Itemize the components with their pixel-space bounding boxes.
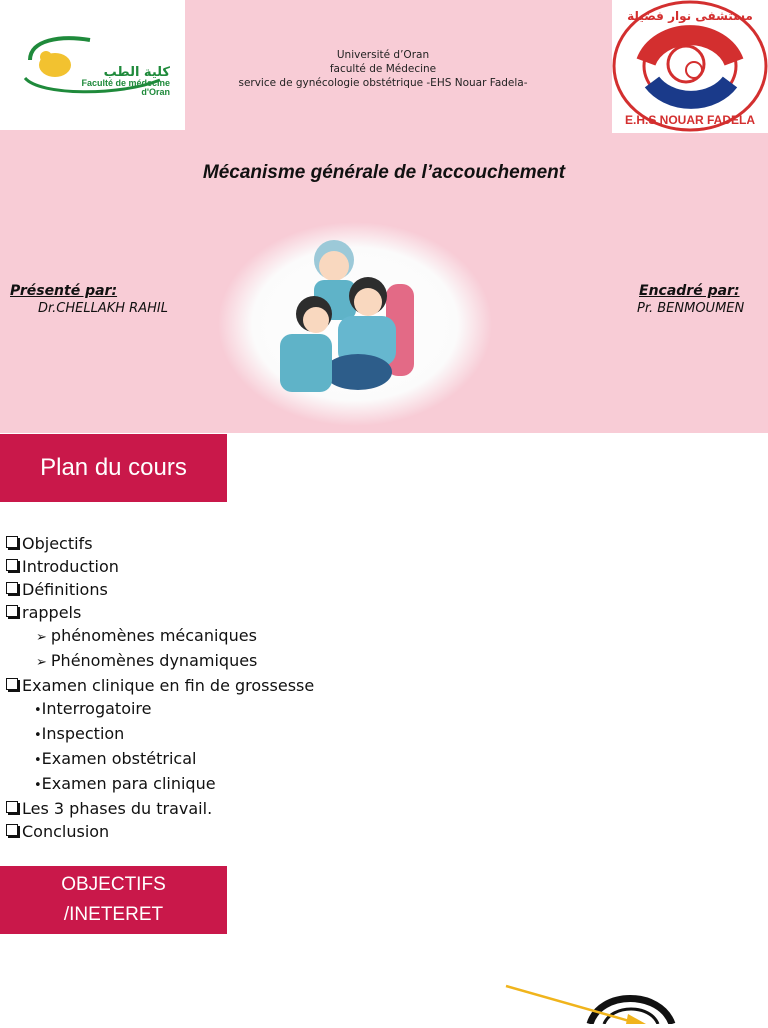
plan-heading-box <box>0 434 227 502</box>
target-arrow-graphic <box>500 980 700 1024</box>
list-item: rappels <box>6 601 314 624</box>
presenter-name: Dr.CHELLAKH RAHIL <box>38 301 168 316</box>
list-item: Introduction <box>6 555 314 578</box>
header-university: Université d’Oran <box>336 49 430 61</box>
supervisor-label: Encadré par: <box>639 283 740 299</box>
supervisor-name: Pr. BENMOUMEN <box>637 301 745 316</box>
slide-title: Mécanisme générale de l’accouchement <box>202 162 566 183</box>
plan-heading: Plan du cours <box>40 454 187 481</box>
faculty-logo-text2: d'Oran <box>141 87 170 97</box>
dot-bullet-icon: • <box>34 703 42 718</box>
checkbox-bullet-icon <box>6 824 18 836</box>
childbirth-illustration <box>218 222 492 426</box>
arrow-bullet-icon: ➢ <box>36 655 47 670</box>
target-arrow-icon <box>500 980 700 1024</box>
childbirth-illustration-graphic <box>218 222 492 426</box>
plan-list <box>6 532 314 843</box>
objectives-heading-box <box>0 866 227 934</box>
list-item: ➢ Phénomènes dynamiques <box>36 651 258 670</box>
institution-header <box>185 48 581 90</box>
faculty-logo-text1: Faculté de médecine <box>81 78 170 88</box>
list-item: •Examen obstétrical <box>34 749 197 768</box>
dot-bullet-icon: • <box>34 728 42 743</box>
title-slide <box>0 0 768 433</box>
faculty-logo-graphic <box>0 0 185 130</box>
header-service: service de gynécologie obstétrique -EHS Nouar Fadela- <box>238 77 528 89</box>
faculty-logo <box>0 0 185 130</box>
header-faculty: faculté de Médecine <box>329 63 437 75</box>
list-item: Objectifs <box>6 532 314 555</box>
checkbox-bullet-icon <box>6 559 18 571</box>
dot-bullet-icon: • <box>34 753 42 768</box>
faculty-logo-arabic: كلية الطب <box>103 65 170 80</box>
list-item: •Inspection <box>34 724 125 743</box>
presenter-label: Présenté par: <box>10 283 118 299</box>
objectives-heading-line2: /INETERET <box>63 904 164 925</box>
hospital-logo-latin: E.H.S NOUAR FADELA <box>624 113 756 127</box>
checkbox-bullet-icon <box>6 605 18 617</box>
list-item: Définitions <box>6 578 314 601</box>
hospital-logo-arabic: مستشفى نوار فضيلة <box>627 9 753 23</box>
list-item: Les 3 phases du travail. <box>6 797 314 820</box>
list-item: ➢ phénomènes mécaniques <box>36 626 257 645</box>
list-item: Examen clinique en fin de grossesse <box>6 674 314 697</box>
arrow-bullet-icon: ➢ <box>36 630 47 645</box>
supervisor-block <box>637 283 744 317</box>
list-item: •Examen para clinique <box>34 774 216 793</box>
dot-bullet-icon: • <box>34 778 42 793</box>
checkbox-bullet-icon <box>6 801 18 813</box>
list-item: Conclusion <box>6 820 314 843</box>
list-item: •Interrogatoire <box>34 699 152 718</box>
checkbox-bullet-icon <box>6 582 18 594</box>
checkbox-bullet-icon <box>6 536 18 548</box>
checkbox-bullet-icon <box>6 678 18 690</box>
objectives-heading-line1: OBJECTIFS <box>61 874 166 895</box>
presenter-block <box>10 283 168 317</box>
hospital-logo <box>612 0 768 133</box>
hospital-logo-graphic <box>612 0 768 133</box>
